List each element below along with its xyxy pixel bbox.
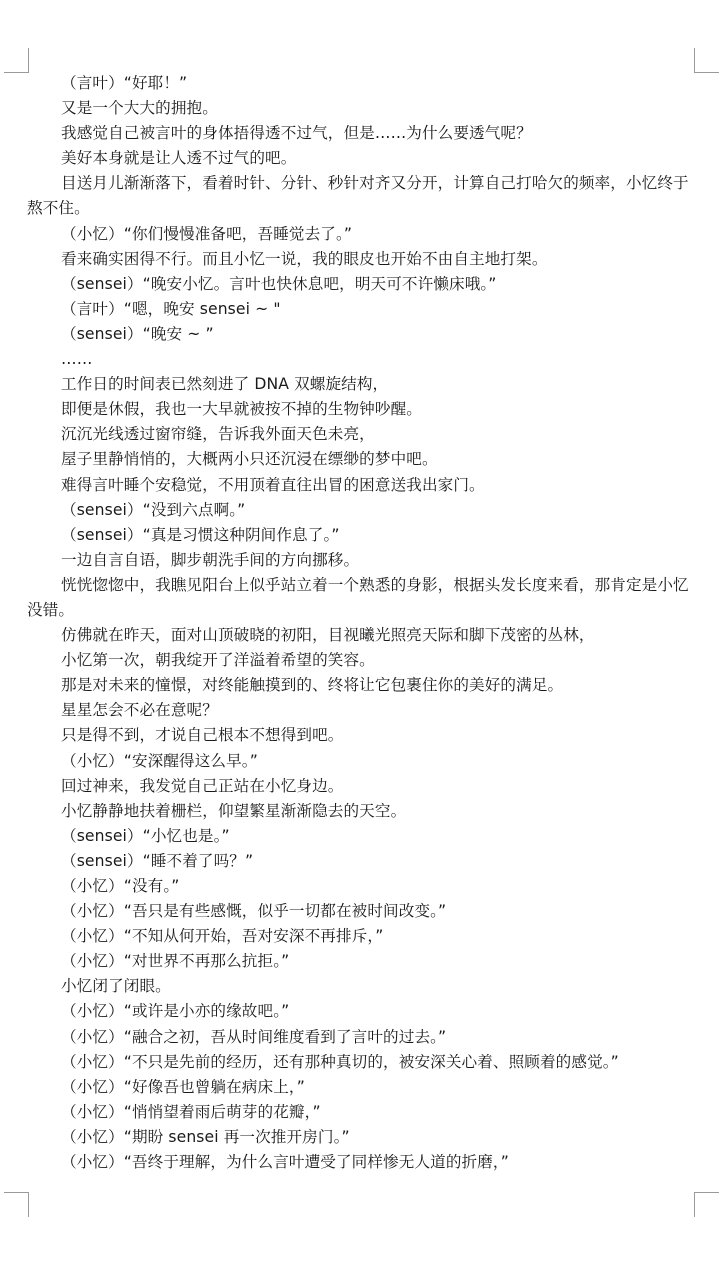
paragraph: 小忆静静地扶着栅栏，仰望繁星渐渐隐去的天空。 — [61, 801, 407, 820]
paragraph: 我感觉自己被言叶的身体捂得透不过气，但是……为什么要透气呢？ — [61, 124, 532, 143]
paragraph: （sensei）“晚安小忆。言叶也快休息吧，明天可不许懒床哦。” — [61, 274, 497, 293]
crop-mark-top-left — [4, 48, 29, 73]
paragraph: 目送月儿渐渐落下，看着时针、分针、秒针对齐又分开，计算自己打哈欠的频率，小忆终于熬不住。 — [27, 174, 689, 218]
paragraph: （小忆）“不只是先前的经历，还有那种真切的，被安深关心着、照顾着的感觉。” — [61, 1052, 619, 1071]
paragraph: （sensei）“真是习惯这种阴间作息了。” — [61, 525, 340, 544]
paragraph: 小忆闭了闭眼。 — [61, 977, 171, 996]
paragraph: （言叶）“好耶！” — [61, 74, 188, 92]
paragraph: （小忆）“没有。” — [61, 877, 180, 895]
paragraph: 美好本身就是让人透不过气的吧。 — [61, 149, 297, 168]
paragraph: 恍恍惚惚中，我瞧见阳台上似乎站立着一个熟悉的身影，根据头发长度来看，那肯定是小忆没错。 — [27, 575, 689, 619]
paragraph: 那是对未来的憧憬，对终能触摸到的、终将让它包裹住你的美好的满足。 — [61, 676, 564, 695]
paragraph: （sensei）“睡不着了吗？” — [61, 851, 254, 870]
paragraph: 仿佛就在昨天，面对山顶破晓的初阳，目视曦光照亮天际和脚下茂密的丛林， — [61, 626, 595, 645]
crop-mark-top-right — [694, 48, 719, 73]
paragraph: 一边自言自语，脚步朝洗手间的方向挪移。 — [61, 550, 360, 569]
paragraph: 小忆第一次，朝我绽开了洋溢着希望的笑容。 — [61, 651, 375, 670]
paragraph: （小忆）“安深醒得这么早。” — [61, 751, 258, 770]
paragraph: 难得言叶睡个安稳觉，不用顶着直往出冒的困意送我出家门。 — [61, 475, 485, 494]
paragraph: （sensei）“晚安 ~ ” — [61, 324, 214, 343]
paragraph: （小忆）“对世界不再那么抗拒。” — [61, 952, 290, 971]
paragraph: （小忆）“期盼 sensei 再一次推开房门。” — [61, 1127, 350, 1146]
paragraph: 沉沉光线透过窗帘缝，告诉我外面天色未亮， — [61, 425, 375, 444]
crop-mark-bottom-right — [694, 1192, 719, 1217]
paragraph: （小忆）“吾只是有些感慨，似乎一切都在被时间改变。” — [61, 902, 447, 921]
paragraph: 屋子里静悄悄的，大概两小只还沉浸在缥缈的梦中吧。 — [61, 450, 438, 469]
paragraph: （小忆）“吾终于理解，为什么言叶遭受了同样惨无人道的折磨，” — [61, 1153, 509, 1172]
paragraph: 工作日的时间表已然刻进了 DNA 双螺旋结构， — [61, 375, 389, 394]
paragraph: 又是一个大大的拥抱。 — [61, 99, 218, 118]
paragraph: （小忆）“不知从何开始，吾对安深不再排斥，” — [61, 927, 384, 946]
paragraph: （言叶）“嗯，晚安 sensei ~ " — [61, 299, 281, 318]
crop-mark-bottom-left — [4, 1192, 29, 1217]
paragraph: 只是得不到，才说自己根本不想得到吧。 — [61, 726, 344, 745]
paragraph: （小忆）“你们慢慢准备吧，吾睡觉去了。” — [61, 224, 353, 243]
paragraph: （sensei）“小忆也是。” — [61, 826, 230, 845]
paragraph: 回过神来，我发觉自己正站在小忆身边。 — [61, 776, 344, 795]
document-body — [27, 71, 697, 1175]
paragraph: （小忆）“悄悄望着雨后萌芽的花瓣，” — [61, 1102, 321, 1121]
paragraph: …… — [61, 350, 93, 369]
paragraph: 看来确实困得不行。而且小忆一说，我的眼皮也开始不由自主地打架。 — [61, 249, 548, 268]
paragraph: 即便是休假，我也一大早就被按不掉的生物钟吵醒。 — [61, 400, 422, 419]
paragraph: （小忆）“好像吾也曾躺在病床上，” — [61, 1077, 305, 1096]
paragraph: （小忆）“融合之初，吾从时间维度看到了言叶的过去。” — [61, 1027, 447, 1046]
paragraph: 星星怎会不必在意呢？ — [61, 701, 218, 720]
paragraph: （sensei）“没到六点啊。” — [61, 500, 246, 519]
paragraph: （小忆）“或许是小亦的缘故吧。” — [61, 1002, 290, 1021]
